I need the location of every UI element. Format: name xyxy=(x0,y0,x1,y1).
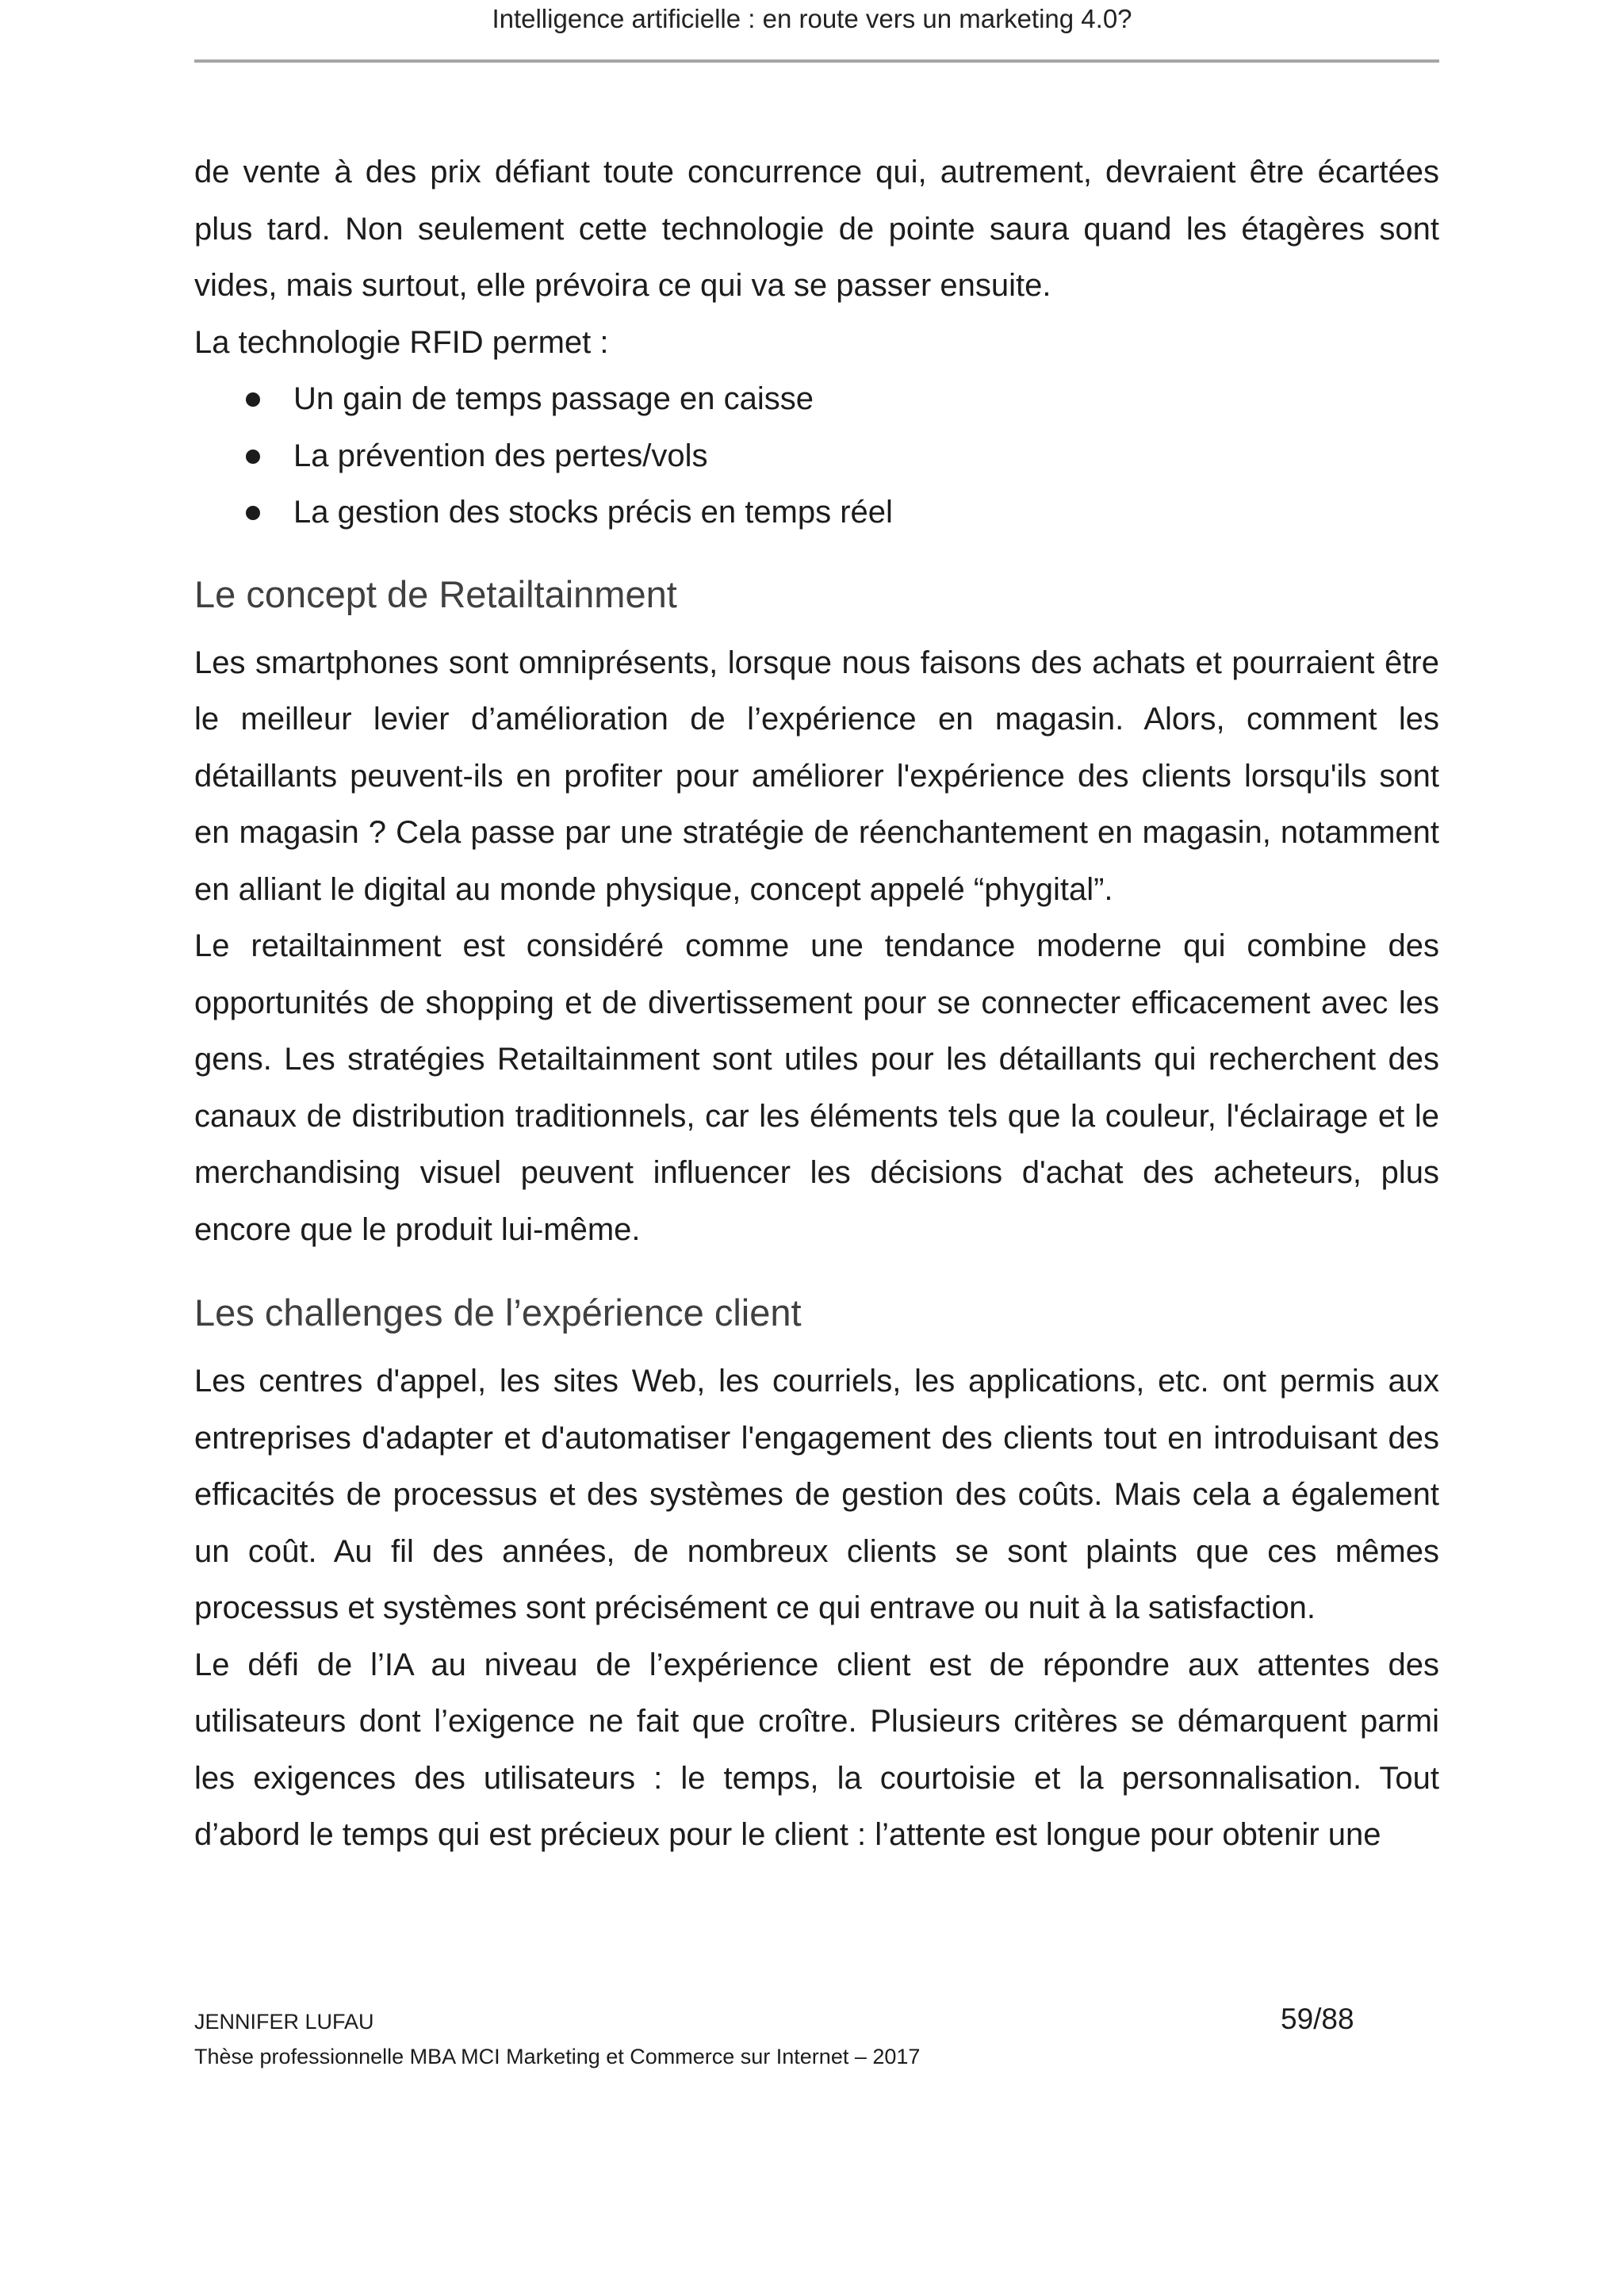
bullet-dot-icon xyxy=(246,392,260,407)
header-divider xyxy=(194,59,1439,63)
list-item-text: La gestion des stocks précis en temps réel xyxy=(293,495,893,530)
page-number: 59/88 xyxy=(1281,2003,1354,2035)
footer-author: JENNIFER LUFAU xyxy=(194,2010,374,2034)
challenges-paragraph-2: Le défi de l’IA au niveau de l’expérience client est de répondre aux attentes des utilisateurs dont l’exigence ne fait que croître. Plusieurs critères se démarquent parmi les exigences des utilisateurs : le temps, la courtoisie et la personnalisation. Tout d’abord le temps qui est précieux pour le client : l’attente est longue pour obtenir une xyxy=(194,1647,1439,1852)
page-body xyxy=(194,144,1439,1864)
intro-paragraph: de vente à des prix défiant toute concurrence qui, autrement, devraient être écartées plus tard. Non seulement cette technologie de pointe saura quand les étagères sont vides, mais surtout, elle prévoira ce qui va se passer ensuite. xyxy=(194,155,1439,303)
bullet-dot-icon xyxy=(246,450,260,464)
footer-thesis-title: Thèse professionnelle MBA MCI Marketing et Commerce sur Internet – 2017 xyxy=(194,2045,921,2068)
list-item xyxy=(194,371,1439,428)
running-header-title: Intelligence artificielle : en route vers un marketing 4.0? xyxy=(492,4,1132,33)
retailtainment-paragraph-2: Le retailtainment est considéré comme une tendance moderne qui combine des opportunités de shopping et de divertissement pour se connecter efficacement avec les gens. Les stratégies Retailtainment sont utiles pour les détaillants qui recherchent des canaux de distribution traditionnels, car les éléments tels que la couleur, l'éclairage et le merchandising visuel peuvent influencer les décisions d'achat des acheteurs, plus encore que le produit lui-même. xyxy=(194,928,1439,1247)
section-heading-challenges: Les challenges de l’expérience client xyxy=(194,1292,802,1334)
list-item-text: La prévention des pertes/vols xyxy=(293,438,708,473)
section-heading-retailtainment: Le concept de Retailtainment xyxy=(194,572,677,615)
bullet-dot-icon xyxy=(246,506,260,520)
list-item xyxy=(194,484,1439,541)
rfid-benefits-list xyxy=(194,371,1439,541)
retailtainment-paragraph-1: Les smartphones sont omniprésents, lorsque nous faisons des achats et pourraient être le meilleur levier d’amélioration de l’expérience en magasin. Alors, comment les détaillants peuvent-ils en profiter pour améliorer l'expérience des clients lorsqu'ils sont en magasin ? Cela passe par une stratégie de réenchantement en magasin, notamment en alliant le digital au monde physique, concept appelé “phygital”. xyxy=(194,645,1439,907)
list-item-text: Un gain de temps passage en caisse xyxy=(293,381,814,416)
challenges-paragraph-1: Les centres d'appel, les sites Web, les courriels, les applications, etc. ont permis aux entreprises d'adapter et d'automatiser l'engagement des clients tout en introduisant des efficacités de processus et des systèmes de gestion des coûts. Mais cela a également un coût. Au fil des années, de nombreux clients se sont plaints que ces mêmes processus et systèmes sont précisément ce qui entrave ou nuit à la satisfaction. xyxy=(194,1364,1439,1625)
rfid-lead-text: La technologie RFID permet : xyxy=(194,324,609,360)
list-item xyxy=(194,428,1439,485)
